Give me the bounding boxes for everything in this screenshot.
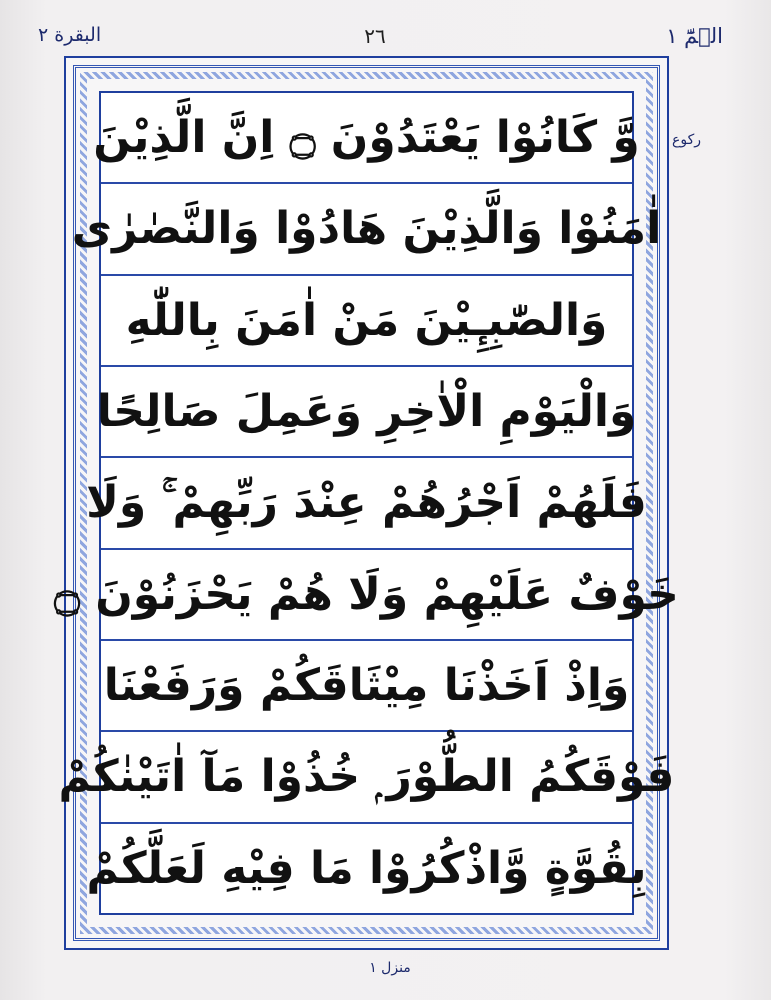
page-number: ٢٦ — [364, 24, 386, 48]
line-text: اٰمَنُوْا وَالَّذِيْنَ هَادُوْا وَالنَّصٰرٰى — [71, 203, 662, 255]
page-frame — [54, 56, 679, 950]
text-line — [93, 93, 640, 184]
line-text: فَلَهُمْ اَجْرُهُمْ عِنْدَ رَبِّهِمْ ۚ وَلَا — [86, 477, 647, 529]
line-text: وَالْيَوْمِ الْاٰخِرِ وَعَمِلَ صَالِحًا — [96, 386, 637, 438]
text-line — [101, 276, 632, 367]
line-text: وَالصّٰبِـِٕيْنَ مَنْ اٰمَنَ بِاللّٰهِ — [125, 294, 608, 346]
text-line — [86, 824, 647, 913]
text-line — [54, 550, 679, 641]
line-text: وَاِذْ اَخَذْنَا مِيْثَاقَكُمْ وَرَفَعْنَا — [103, 660, 630, 712]
line-text: فَوْقَكُمُ الطُّوْرَ ۭ خُذُوْا مَآ اٰتَيْنٰكُمْ — [58, 751, 675, 803]
text-block — [54, 91, 679, 915]
manzil-footer: منزل ۱ — [369, 960, 411, 976]
text-line — [101, 641, 632, 732]
line-text: وَّ كَانُوْا يَعْتَدُوْنَ ۝ اِنَّ الَّذِيْنَ — [93, 112, 640, 164]
text-line — [71, 184, 662, 275]
line-text: خَوْفٌ عَلَيْهِمْ وَلَا هُمْ يَحْزَنُوْنَ ۝ — [54, 568, 679, 620]
text-line — [86, 458, 647, 549]
surah-title: البقرة ٢ — [38, 24, 102, 46]
margin-mark: رکوع — [671, 132, 701, 148]
line-text: بِقُوَّةٍ وَّاذْكُرُوْا مَا فِيْهِ لَعَلَّكُمْ — [86, 842, 647, 894]
text-line — [96, 367, 637, 458]
text-line — [58, 732, 675, 823]
juz-title: الۗمّٓ ۱ — [666, 24, 723, 48]
